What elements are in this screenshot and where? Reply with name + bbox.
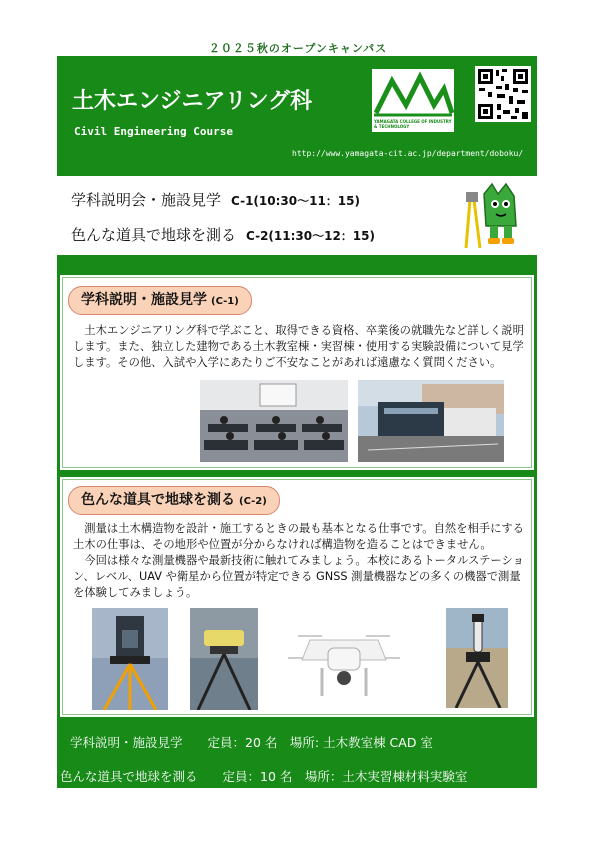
section-c2-heading (68, 486, 280, 515)
section-heading-text: 色んな道具で地球を測る (81, 492, 235, 508)
drone-photo (288, 622, 400, 702)
section-heading-text: 学科説明・施設見学 (81, 292, 207, 308)
department-title: 土木エンジニアリング科 (72, 89, 313, 114)
qr-code (475, 66, 531, 122)
qr-code-icon (475, 66, 531, 122)
footer-capacity-c2: 色んな道具で地球を測る 定員：10 名 場所：土木実習棟材料実験室 (60, 769, 468, 784)
building-photo (358, 380, 504, 462)
section-code: (C-1) (211, 296, 239, 307)
gnss-photo (446, 608, 508, 708)
section-c1-text: 土木エンジニアリング科で学ぶこと、取得できる資格、卒業後の就職先など詳しく説明します。また、独立した建物である土木教室棟・実習棟・使用する実験設備について見学します。その他、入試や入学にあたりご不安なことがあれば遠慮なく質問ください。 (73, 324, 524, 369)
total-station-photo (92, 608, 168, 710)
schedule-title: 学科説明会・施設見学 (71, 191, 222, 209)
footer-capacity-c1: 学科説明・施設見学 定員：20 名 場所: 土木教室棟 CAD 室 (70, 735, 433, 750)
logo-text: YAMAGATA COLLEGE OF INDUSTRY & TECHNOLOGY (374, 119, 452, 129)
schedule-item-c1 (71, 189, 360, 210)
section-c1-heading (68, 286, 252, 315)
mascot-illustration (460, 180, 528, 252)
schedule-item-c2 (71, 224, 375, 245)
schedule-time: C-2(11:30〜12：15) (246, 229, 375, 243)
classroom-photo (200, 380, 348, 462)
department-url[interactable]: http://www.yamagata-cit.ac.jp/department/doboku/ (292, 149, 524, 158)
mountain-logo-icon (372, 69, 454, 119)
event-title: ２０２５秋のオープンキャンパス (208, 42, 388, 55)
level-photo (190, 608, 258, 710)
schedule-time: C-1(10:30〜11：15) (231, 194, 360, 208)
section-c2-text: 測量は土木構造物を設計・施工するときの最も基本となる仕事です。自然を相手にする土木の仕事は、その地形や位置が分からなければ構造物を造ることはできません。 今回は様々な測量機器や最新技術に触れてみましょう。本校にあるトータルステーション、レベル、UAV や衛星から位置が特定できる GNSS 測量機器などの多くの機器で測量を体験してみましょう。 (73, 522, 524, 599)
section-code: (C-2) (239, 496, 267, 507)
department-subtitle: Civil Engineering Course (74, 125, 233, 138)
schedule-title: 色んな道具で地球を測る (71, 226, 237, 244)
mascot-icon (460, 180, 528, 252)
